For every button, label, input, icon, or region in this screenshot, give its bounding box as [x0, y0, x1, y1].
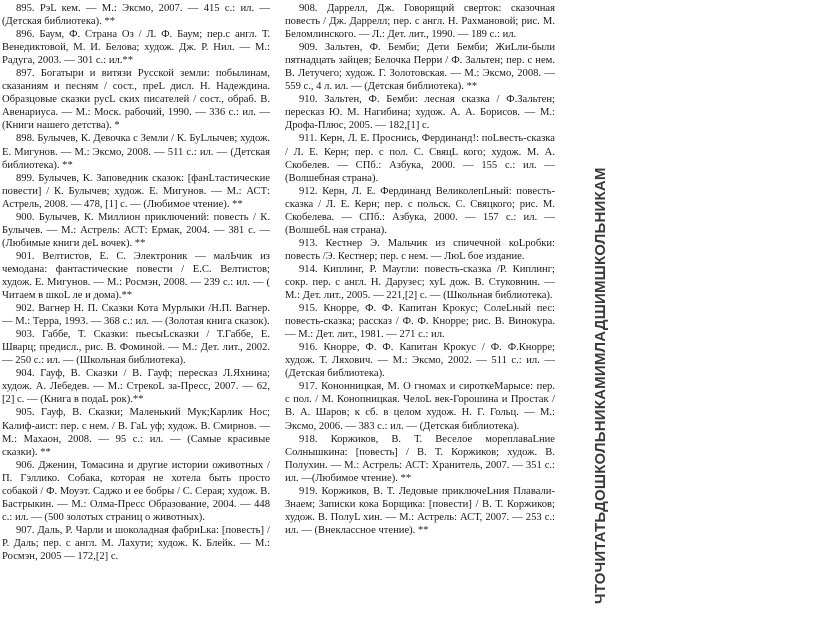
bibliography-entry: 902. Вагнер Н. П. Сказки Кота Мурлыки /Н.П. Вагнер. — М.: Терра, 1993. — 368 с.: ил. — (Золотая книга сказок).	[2, 303, 270, 328]
bibliography-entry: 918. Коржиков, В. Т. Веселое мореплаваLние Солнышкина: [повесть] / В. Т. Коржиков; худож. В. Полухин. — М.: Астрель: АСТ: Хранитель, 2007. — 351 с.: ил. —(Любимое чтение). **	[285, 433, 555, 484]
bibliography-entry: 904. Гауф, В. Сказки / В. Гауф; пересказ Л.Яхнина; худож. А. Лебедев. — М.: СтрекоL за-Пресс, 2007. — 62, [2] с. — (Книга в подаL рок).**	[2, 368, 270, 406]
bibliography-entry: 914. Киплинг, Р. Маугли: повесть-сказка /Р. Киплинг; сокр. пер. с англ. Н. Дарузес; хуL дож. В. Стуковнин. — М.: Дет. лит., 2005. — 221,[2] с. — (Школьная библиотека).	[285, 263, 555, 302]
side-banner-text: ЧТОЧИТАТЬДОШКОЛЬНИКАМИМЛАДШИМШКОЛЬНИКАМ	[592, 167, 609, 604]
bibliography-entry: 917. Кононницкая, М. О гномах и сироткеМарысе: пер. с пол. / М. Конопницкая. ЧелоL век-Горошина и Простак / В. А. Шаров; к сб. в целом худож. Н. Г. Гольц. — М.: Эксмо, 2006. — 383 с.: ил. — (Детская библиотека).	[285, 381, 555, 432]
bibliography-entry: 916. Кнорре, Ф. Ф. Капитан Крокус / Ф. Ф.Кнорре; худож. Т. Ляхович. — М.: Эксмо, 2002. — 511 с.: ил. — (Детская библиотека).	[285, 342, 555, 380]
bibliography-entry: 903. Габбе, Т. Сказки: пьесыLсказки / Т.Габбе, Е. Шварц; предисл., рис. В. Фоминой. — М.: Дет. лит., 2002. — 250 с.: ил. — (Школьная библиотека).	[2, 329, 270, 367]
bibliography-entry: 897. Богатыри и витязи Русской земли: побылинам, сказаниям и песням / сост., преL дисл. Н. Надеждина. Образцовые сказки русL ских писателей / сост., обраб. В. Авенариуса. — М.: Моск. рабочий, 1990. — 336 с.: ил. — (Книги нашего детства). *	[2, 68, 270, 132]
bibliography-entry: 910. Зальтен, Ф. Бемби: лесная сказка / Ф.Зальтен; пересказ Ю. М. Нагибина; худож. А. А. Борисов. — М.: Дрофа-Плюс, 2005. — 182,[1] с.	[285, 94, 555, 132]
bibliography-entry: 896. Баум, Ф. Страна Оз / Л. Ф. Баум; пер.с англ. Т. Венедиктовой, М. И. Белова; худож. Дж. Р. Нил. — М.: Радуга, 2003. — 301 с.: ил.**	[2, 29, 270, 67]
side-banner	[572, 0, 612, 627]
left-column	[2, 2, 270, 563]
bibliography-entry: 913. Кестнер Э. Мальчик из спичечной коLробки: повесть /Э. Кестнер; пер. с нем. — ЛюL бое издание.	[285, 237, 555, 262]
bibliography-entry: 900. Булычев, К. Миллион приключений: повесть / К. Булычев. — М.: Астрель: АСТ: Ермак, 2004. — 381 с. — (Любимые книги деL вочек). **	[2, 211, 270, 249]
bibliography-entry: 908. Даррелл, Дж. Говорящий сверток: сказочная повесть / Дж. Даррелл; пер. с англ. Н. Рахмановой; рис. М. Беломлинского. — Л.: Дет. лит., 1990. — 189 с.: ил.	[285, 3, 555, 41]
bibliography-entry: 895. PэL кем. — М.: Эксмо, 2007. — 415 с.: ил. — (Детская библиотека). **	[2, 3, 270, 28]
bibliography-entry: 899. Булычев, К. Заповедник сказок: [фанLтастические повести] / К. Булычев; худож. Е. Мигунов. — М.: АСТ: Астрель, 2008. — 478, [1] с. — (Любимое чтение). **	[2, 172, 270, 210]
right-column	[285, 2, 555, 537]
bibliography-entry: 898. Булычев, К. Девочка с Земли / К. БуLлычев; худож. Е. Мигунов. — М.: Эксмо, 2008. — 511 с.: ил. — (Детская библиотека). **	[2, 133, 270, 171]
bibliography-entry: 907. Даль, Р. Чарли и шоколадная фабриLка: [повесть] / Р. Даль; пер. с англ. М. Лахути; худож. К. Блейк. — М.: Росмэн, 2005 — 172,[2] с.	[2, 524, 270, 562]
bibliography-entry: 901. Велтистов, Е. С. Электроник — малЬчик из чемодана: фантастические повести / Е.С. Велтистов; худож. Е. Мигунов. — М.: Росмэн, 2008. — 239 с.: ил. — ( Читаем в шкоL ле и дома).**	[2, 250, 270, 302]
bibliography-entry: 909. Зальтен, Ф. Бемби; Дети Бемби; ЖиLли-были пятнадцать зайцев; Белочка Перри / Ф. Зальтен; пер. с нем. В. Летучего; худож. Г. Золотовская. — М.: Эксмо, 2008. — 559 с., 4 л. ил. — (Детская библиотека). **	[285, 42, 555, 93]
bibliography-entry: 912. Керн, Л. Е. Фердинанд ВеликолепLный: повесть-сказка / Л. Е. Керн; пер. с польск. С. Свяцкого; рис. М. Скобелева. — СПб.: Азбука, 2000. — 157 с.: ил. — (ВолшебL ная страна).	[285, 185, 555, 236]
bibliography-entry: 919. Коржиков, В. Т. Ледовые приключеLния Плавали-Знаем; Записки кока Борщика: [повести] / В. Т. Коржиков; худож. В. ПолуL хин. — М.: Астрель: АСТ, 2007. — 253 с.: ил. — (Внеклассное чтение). **	[285, 485, 555, 536]
bibliography-entry: 906. Дженин, Томасина и другие истории оживотных / П. Гэллико. Собака, которая не хотела быть просто собакой / Ф. Моуэт. Саджо и ее бобры / С. Серая; худож. В. Бастрыкин. — М.: Олма-Пресс Образование, 2004. — 448 с.: ил. — (500 золотых страниц о животных).	[2, 459, 270, 523]
bibliography-entry: 915. Кнорре, Ф. Ф. Капитан Крокус; СолеLный пес: повесть-сказка; рассказ / Ф. Ф. Кнорре; рис. В. Винокура. — М.: Дет. лит., 1981. — 271 с.: ил.	[285, 303, 555, 341]
bibliography-entry: 905. Гауф, В. Сказки; Маленький Мук;Карлик Нос; Калиф-аист: пер. с нем. / В. ГаL уф; худож. В. Смирнов. — М.: Махаон, 2008. — 95 с.: ил. — (Самые красивые сказки). **	[2, 407, 270, 458]
bibliography-entry: 911. Керн, Л. Е. Проснись, Фердинанд!: поLвесть-сказка / Л. Е. Керн; пер. с пол. С. СвяцL кого; худож. М. А. Скобелев. — СПб.: Азбука, 2000. — 155 с.: ил. — (Волшебная страна).	[285, 133, 555, 184]
